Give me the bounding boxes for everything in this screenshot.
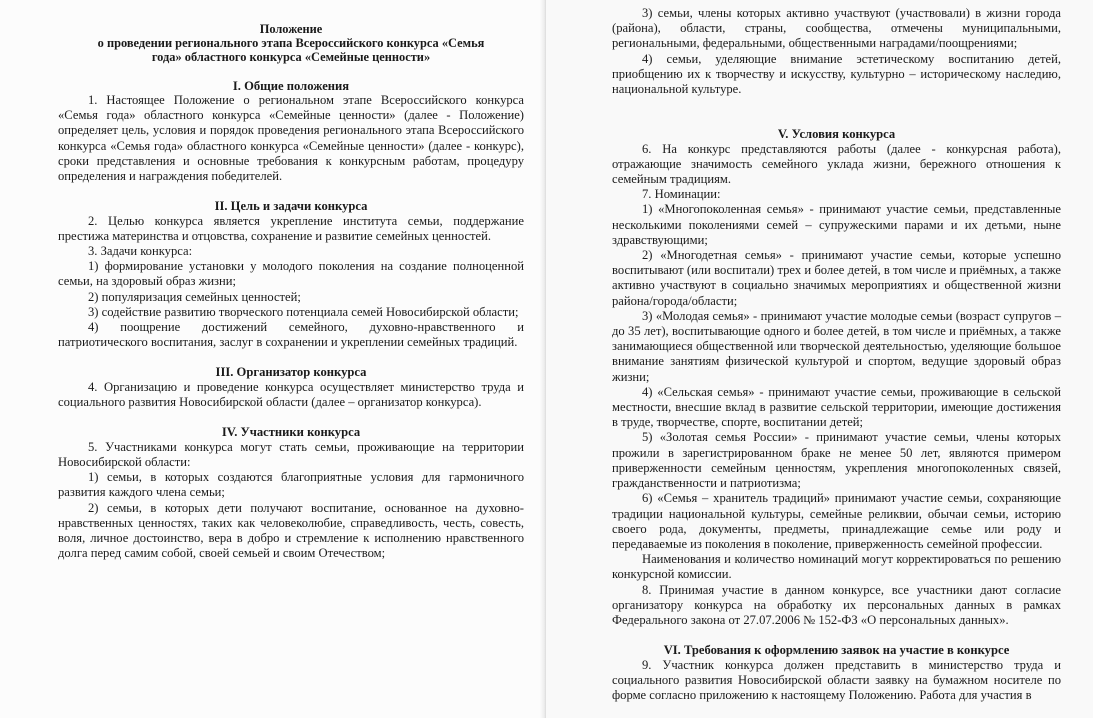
paragraph: 6. На конкурс представляются работы (далее - конкурсная работа), отражающие значимость семейного уклада жизни, бережного отношения к семейным традициям.: [612, 141, 1061, 187]
paragraph: 8. Принимая участие в данном конкурсе, все участники дают согласие организатору конкурса на обработку их персональных данных в рамках Федерального закона от 27.07.2006 № 152-ФЗ «О персональных данных».: [612, 582, 1061, 627]
paragraph: Наименования и количество номинаций могут корректироваться по решению конкурсной комиссии.: [612, 552, 1061, 582]
list-item: 4) «Сельская семья» - принимают участие семьи, проживающие в сельской местности, внесшие вклад в развитие сельской территории, имеющие достижения в труде, творчестве, спорте, воспитании детей;: [612, 384, 1061, 430]
title-line: о проведении регионального этапа Всероссийского конкурса «Семья: [97, 36, 485, 51]
section-heading-conditions: V. Условия конкурса: [777, 127, 896, 142]
paragraph: 9. Участник конкурса должен представить в министерство труда и социального развития Новосибирской области заявку на бумажном носителе по форме согласно приложению к настоящему Положению. Работа для участия в: [612, 657, 1061, 702]
list-item: 1) семьи, в которых создаются благоприятные условия для гармоничного развития каждого члена семьи;: [58, 470, 524, 500]
list-item: 3) семьи, члены которых активно участвуют (участвовали) в жизни города (района), области, страны, сообщества, отмечены муниципальными, региональными, федеральными, общественными наградами/поощрениями;: [612, 6, 1061, 51]
section-heading-organizer: III. Организатор конкурса: [215, 365, 367, 380]
list-item: 1) «Многопоколенная семья» - принимают участие семьи, представленные несколькими поколениями семей – супружескими парами и их детьми, ныне здравствующими;: [612, 202, 1061, 247]
list-item: 4) поощрение достижений семейного, духовно-нравственного и патриотического воспитания, заслуг в сохранении и укреплении семейных традиций.: [58, 320, 524, 350]
list-item: 1) формирование установки у молодого поколения на создание полноценной семьи, на здоровый образ жизни;: [58, 259, 524, 289]
list-item: 6) «Семья – хранитель традиций» принимают участие семьи, сохраняющие традиции национальной культуры, семейные реликвии, обычаи семьи, историю своего рода, документы, предметы, принадлежащие семье или роду и передаваемые из поколения в поколение, приверженность семейной профессии.: [612, 491, 1061, 551]
list-item: 4) семьи, уделяющие внимание эстетическому воспитанию детей, приобщению их к творчеству и искусству, культурно – историческому наследию, национальной культуре.: [612, 51, 1061, 97]
list-item: 5) «Золотая семья России» - принимают участие семьи, члены которых прожили в зарегистрированном браке не менее 50 лет, являются примером приверженности семейным ценностям, укрепления многопоколенных связей, гражданственности и патриотизма;: [612, 430, 1061, 491]
title-line: года» областного конкурса «Семейные ценности»: [151, 50, 431, 65]
section-heading-participants: IV. Участники конкурса: [221, 425, 361, 440]
title-line: Положение: [259, 22, 323, 36]
list-item: 3) «Молодая семья» - принимают участие молодые семьи (возраст супругов – до 35 лет), воспитывающие одного и более детей, в том числе и приёмных, а также занимающиеся общественной или творческой деятельностью, уделяющие большое внимание занятиям физической культурой и спортом, ведущие здоровый образ жизни;: [612, 308, 1061, 384]
section-heading-general: I. Общие положения: [232, 78, 350, 93]
section-heading-requirements: VI. Требования к оформлению заявок на участие в конкурсе: [663, 643, 1010, 658]
right-page: [546, 0, 1093, 718]
section-heading-goals: II. Цель и задачи конкурса: [214, 199, 368, 214]
list-item: 3) содействие развитию творческого потенциала семей Новосибирской области;: [88, 304, 519, 319]
paragraph: 4. Организацию и проведение конкурса осуществляет министерство труда и социального развития Новосибирской области (далее – организатор конкурса).: [58, 379, 524, 410]
list-item: 2) семьи, в которых дети получают воспитание, основанное на духовно-нравственных ценностях, таких как человеколюбие, справедливость, честь, совесть, воля, личное достоинство, вера в добро и стремление к исполнению нравственного долга перед самим собой, своей семьей и своим Отечеством;: [58, 500, 524, 561]
paragraph: 7. Номинации:: [642, 187, 721, 202]
list-item: 2) популяризация семейных ценностей;: [88, 289, 301, 304]
document-title: [58, 22, 524, 65]
paragraph: 2. Целью конкурса является укрепление института семьи, поддержание престижа материнства и отцовства, сохранение и развитие семейных ценностей.: [58, 213, 524, 243]
left-page: [0, 0, 546, 718]
paragraph: 5. Участниками конкурса могут стать семьи, проживающие на территории Новосибирской области:: [58, 439, 524, 469]
paragraph: 3. Задачи конкурса:: [88, 244, 193, 259]
paragraph: 1. Настоящее Положение о региональном этапе Всероссийского конкурса «Семья года» областного конкурса «Семейные ценности» (далее - Положение) определяет цель, условия и порядок проведения регионального этапа Всероссийского конкурса «Семья года» областного конкурса «Семейные ценности» (далее - конкурс), сроки представления и основные требования к конкурсным работам, процедуру определения и награждения победителей.: [58, 93, 524, 184]
list-item: 2) «Многодетная семья» - принимают участие семьи, которые успешно воспитывают (или воспитали) трех и более детей, в том числе и приёмных, а также активно участвуют в социально значимых мероприятиях и общественной жизни района/города/области;: [612, 248, 1061, 308]
